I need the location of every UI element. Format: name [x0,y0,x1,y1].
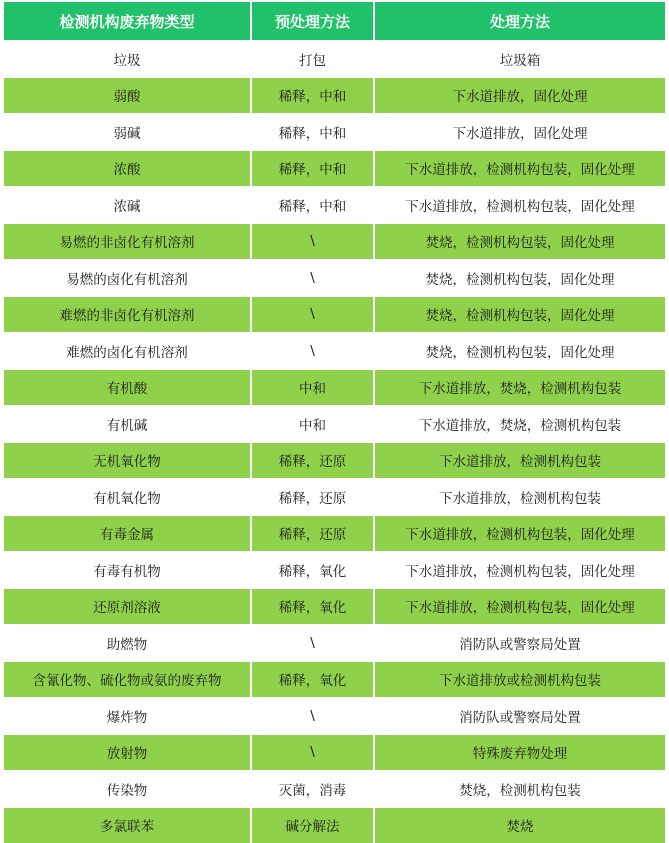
pretreatment-cell: \ [251,698,374,735]
table-row [4,296,665,333]
pretreatment-cell: 稀释，还原 [251,515,374,552]
pretreatment-cell: \ [251,260,374,297]
treatment-cell: 焚烧，检测机构包装，固化处理 [374,260,665,297]
waste-type-cell: 浓酸 [4,150,251,187]
treatment-cell: 消防队或警察局处置 [374,625,665,662]
pretreatment-cell: 稀释，氧化 [251,588,374,625]
treatment-cell: 下水道排放，检测机构包装 [374,442,665,479]
waste-type-cell: 助燃物 [4,625,251,662]
treatment-cell: 下水道排放或检测机构包装 [374,661,665,698]
table-row [4,771,665,808]
waste-type-cell: 有机氧化物 [4,479,251,516]
pretreatment-cell: 打包 [251,41,374,78]
table-row [4,479,665,516]
pretreatment-cell: 稀释，还原 [251,442,374,479]
table-body [4,41,665,843]
pretreatment-cell: 稀释，氧化 [251,552,374,589]
table-row [4,515,665,552]
treatment-cell: 垃圾箱 [374,41,665,78]
pretreatment-cell: \ [251,296,374,333]
waste-type-cell: 浓碱 [4,187,251,224]
waste-type-cell: 难燃的卤化有机溶剂 [4,333,251,370]
header-row [4,2,665,41]
table-row [4,698,665,735]
table-row [4,625,665,662]
table-row [4,807,665,843]
treatment-cell: 下水道排放，焚烧，检测机构包装 [374,406,665,443]
waste-type-cell: 难燃的非卤化有机溶剂 [4,296,251,333]
treatment-cell: 焚烧，检测机构包装 [374,771,665,808]
pretreatment-cell: 中和 [251,406,374,443]
table-row [4,114,665,151]
waste-table-container [4,2,665,843]
waste-type-cell: 易燃的非卤化有机溶剂 [4,223,251,260]
waste-type-cell: 还原剂溶液 [4,588,251,625]
treatment-cell: 下水道排放，检测机构包装，固化处理 [374,187,665,224]
pretreatment-cell: 碱分解法 [251,807,374,843]
treatment-cell: 下水道排放，检测机构包装 [374,479,665,516]
pretreatment-cell: 稀释，中和 [251,150,374,187]
pretreatment-cell: \ [251,625,374,662]
pretreatment-cell: 灭菌，消毒 [251,771,374,808]
table-row [4,369,665,406]
waste-type-cell: 有机碱 [4,406,251,443]
waste-type-cell: 易燃的卤化有机溶剂 [4,260,251,297]
table-row [4,333,665,370]
table-header [4,2,665,41]
waste-type-cell: 多氯联苯 [4,807,251,843]
treatment-cell: 下水道排放，固化处理 [374,77,665,114]
waste-type-cell: 垃圾 [4,41,251,78]
header-pretreatment: 预处理方法 [251,2,374,41]
waste-disposal-table [4,2,665,843]
pretreatment-cell: \ [251,223,374,260]
table-row [4,406,665,443]
table-row [4,661,665,698]
table-row [4,150,665,187]
header-treatment: 处理方法 [374,2,665,41]
waste-type-cell: 有毒有机物 [4,552,251,589]
table-row [4,588,665,625]
treatment-cell: 消防队或警察局处置 [374,698,665,735]
waste-type-cell: 爆炸物 [4,698,251,735]
treatment-cell: 下水道排放，检测机构包装，固化处理 [374,588,665,625]
table-row [4,552,665,589]
waste-type-cell: 有毒金属 [4,515,251,552]
waste-type-cell: 弱酸 [4,77,251,114]
treatment-cell: 下水道排放，检测机构包装，固化处理 [374,150,665,187]
treatment-cell: 焚烧，检测机构包装，固化处理 [374,333,665,370]
table-row [4,442,665,479]
table-row [4,41,665,78]
pretreatment-cell: 中和 [251,369,374,406]
table-row [4,734,665,771]
waste-type-cell: 弱碱 [4,114,251,151]
pretreatment-cell: 稀释，氧化 [251,661,374,698]
table-row [4,260,665,297]
waste-type-cell: 传染物 [4,771,251,808]
waste-type-cell: 无机氧化物 [4,442,251,479]
pretreatment-cell: \ [251,333,374,370]
treatment-cell: 下水道排放，固化处理 [374,114,665,151]
treatment-cell: 下水道排放，检测机构包装，固化处理 [374,515,665,552]
table-row [4,187,665,224]
pretreatment-cell: 稀释，中和 [251,187,374,224]
table-row [4,223,665,260]
table-row [4,77,665,114]
pretreatment-cell: 稀释，中和 [251,77,374,114]
waste-type-cell: 有机酸 [4,369,251,406]
pretreatment-cell: 稀释，还原 [251,479,374,516]
waste-type-cell: 放射物 [4,734,251,771]
treatment-cell: 焚烧 [374,807,665,843]
waste-type-cell: 含氰化物、硫化物或氨的废弃物 [4,661,251,698]
treatment-cell: 焚烧，检测机构包装，固化处理 [374,296,665,333]
treatment-cell: 焚烧，检测机构包装，固化处理 [374,223,665,260]
pretreatment-cell: \ [251,734,374,771]
header-waste-type: 检测机构废弃物类型 [4,2,251,41]
pretreatment-cell: 稀释，中和 [251,114,374,151]
treatment-cell: 特殊废弃物处理 [374,734,665,771]
treatment-cell: 下水道排放，检测机构包装，固化处理 [374,552,665,589]
treatment-cell: 下水道排放，焚烧，检测机构包装 [374,369,665,406]
